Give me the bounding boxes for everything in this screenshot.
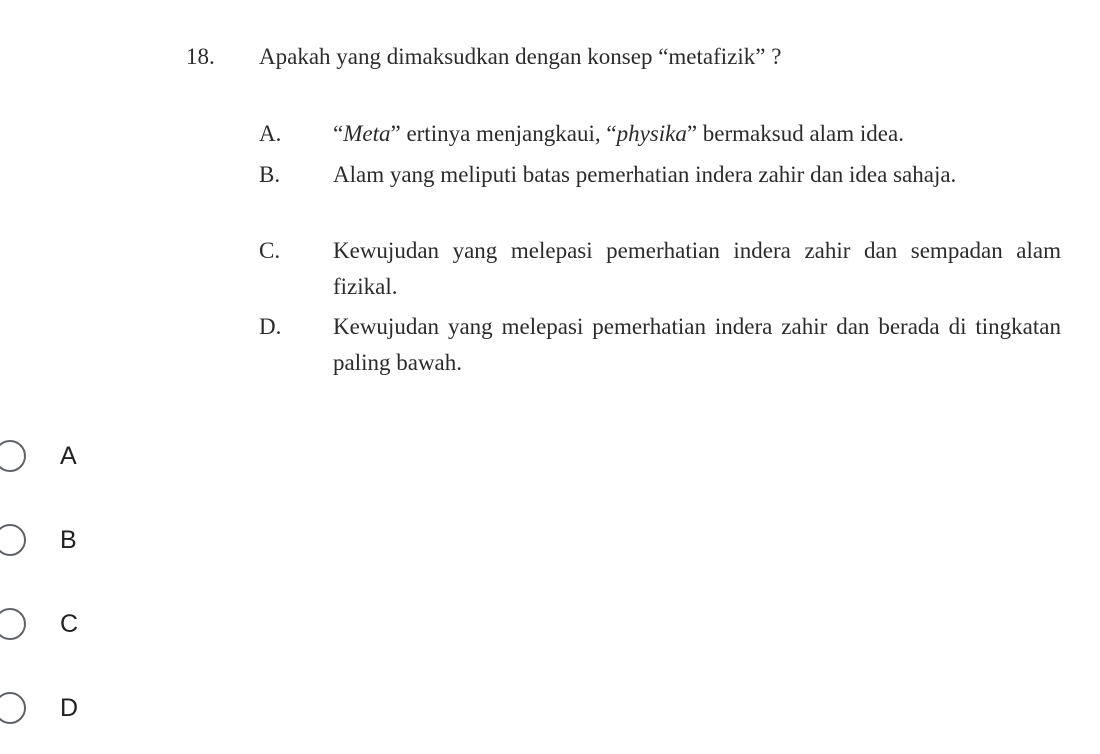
radio-option-a[interactable] [0,440,220,484]
choice-text-end: ” bermaksud alam idea. [686,121,904,146]
question-stem: Apakah yang dimaksudkan dengan konsep “metafizik” ? [259,44,782,69]
radio-option-b[interactable] [0,524,220,568]
radio-label[interactable]: A [60,442,77,470]
radio-unchecked-icon[interactable] [0,440,26,472]
radio-label[interactable]: D [60,694,79,722]
choice-text: Alam yang meliputi batas pemerhatian indera zahir dan idea sahaja. [333,162,957,187]
radio-label[interactable]: C [60,610,79,638]
question-number: 18. [186,44,215,69]
choice-letter: D. [259,314,282,339]
choice-text-middle: ” ertinya menjangkaui, “ [390,121,617,146]
choice-text: Kewujudan yang melepasi pemerhatian indera zahir dan berada di tingkatan paling bawah. [333,314,1061,375]
radio-unchecked-icon[interactable] [0,692,26,724]
choice-text-italic-meta: Meta [343,121,391,146]
radio-option-c[interactable] [0,608,220,652]
choice-letter: C. [259,238,281,263]
choice-text-italic-physika: physika [616,121,687,146]
choice-letter: B. [259,162,281,187]
choice-text-open-quote: “ [333,121,344,146]
choice-letter: A. [259,121,282,146]
radio-label[interactable]: B [60,526,77,554]
radio-unchecked-icon[interactable] [0,608,26,640]
choice-text: Kewujudan yang melepasi pemerhatian indera zahir dan sempadan alam fizikal. [333,238,1061,299]
radio-option-d[interactable] [0,692,220,736]
radio-unchecked-icon[interactable] [0,524,26,556]
